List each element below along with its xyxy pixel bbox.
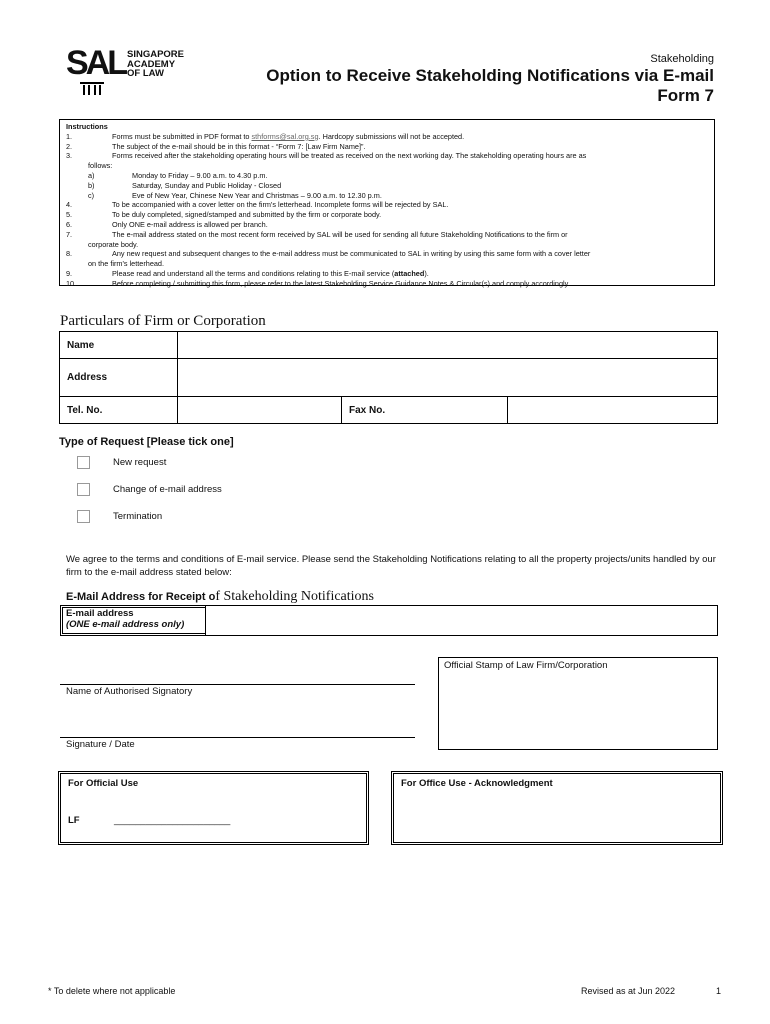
fax-field[interactable]: [508, 397, 718, 424]
email-label: E-mail address (ONE e-mail address only): [60, 605, 206, 636]
instruction-item: 4. To be accompanied with a cover letter on the firm's letterhead. Incomplete forms will be rejected by SAL.: [66, 200, 449, 210]
agreement-text: We agree to the terms and conditions of E-mail service. Please send the Stakeholding Notifications relating to all the property projects/units handled by our firm to the e-mail address stated below:: [66, 554, 716, 578]
particulars-title: Particulars of Firm or Corporation: [60, 313, 266, 329]
address-label: Address: [60, 359, 178, 397]
signature-line[interactable]: [60, 737, 415, 738]
new-request-checkbox[interactable]: [77, 456, 90, 469]
office-use-box: [391, 771, 723, 845]
instruction-item: 8. Any new request and subsequent changes to the e-mail address must be communicated to SAL in writing by using this same form with a cover letter: [66, 249, 591, 259]
termination-label: Termination: [113, 511, 163, 522]
footer-note: * To delete where not applicable: [48, 986, 176, 996]
address-field[interactable]: [178, 359, 718, 397]
lf-label: LF: [68, 815, 80, 826]
instruction-item: 9. Please read and understand all the terms and conditions relating to this E-mail service (attached).: [66, 268, 429, 278]
request-type-title: Type of Request [Please tick one]: [59, 436, 234, 448]
sal-logo-text: SINGAPORE ACADEMY OF LAW: [127, 49, 185, 79]
instruction-item: 2. The subject of the e-mail should be in this format - “Form 7: [Law Firm Name]”.: [66, 141, 366, 151]
particulars-table: [59, 331, 718, 424]
instruction-subitem: b) Saturday, Sunday and Public Holiday - Closed: [88, 180, 282, 190]
instruction-item: 5. To be duly completed, signed/stamped and submitted by the firm or corporate body.: [66, 210, 382, 220]
email-link[interactable]: sthforms@sal.org.sg: [251, 131, 319, 141]
name-field[interactable]: [178, 332, 718, 359]
official-stamp-box[interactable]: [438, 657, 718, 750]
termination-checkbox[interactable]: [77, 510, 90, 523]
office-use-title: For Office Use - Acknowledgment: [401, 778, 553, 789]
change-email-checkbox[interactable]: [77, 483, 90, 496]
signatory-name-line[interactable]: [60, 684, 415, 685]
pillars-icon: [80, 82, 104, 96]
revised-date: Revised as at Jun 2022: [581, 986, 676, 996]
instructions-box: Instructions 1. Forms must be submitted in PDF format to sthforms@sal.org.sg. Hardcopy submissions will not be accepted. 2. The subject of the e-mail should be in this format - “Form 7: [Law Firm Name]”. 3. Forms received after the stakeholding operating hours will be treated as received on the next working day. The stakeholding operating hours are as follows: a) Monday to Friday – 9.00 a.m. to 4.30 p.m. b) Saturday, Sunday and Public Holiday - Closed c) Eve of New Year, Chinese New Year and Christmas – 9.00 a.m. to 12.30 p.m. 4. To be accompanied with a cover letter on the firm's letterhead. Incomplete forms will be rejected by SAL. 5. To be duly completed, signed/stamped and submitted by the firm or corporate body. 6. Only ONE e-mail address is allowed per branch. 7. The e-mail address stated on the most recent form received by SAL will be used for sending all future Stakeholding Notifications to the firm or corporate body. 8. Any new request and subsequent changes to the e-mail address must be communicated to SAL in writing by using this same form with a cover letter on the firm's letterhead. 9. Please read and understand all the terms and conditions relating to this E-mail service (attached). 10. Before completing / submitting this form, please refer to the latest Stakeholding Service Guidance Notes & Circular(s) and comply accordingly.: [59, 119, 715, 286]
new-request-label: New request: [113, 457, 167, 468]
name-label: Name: [60, 332, 178, 359]
signatory-name-label: Name of Authorised Signatory: [66, 686, 193, 697]
lf-line: ______________________: [114, 815, 231, 826]
tel-field[interactable]: [178, 397, 342, 424]
instruction-item: 1. Forms must be submitted in PDF format to sthforms@sal.org.sg. Hardcopy submissions will not be accepted.: [66, 131, 465, 141]
tel-label: Tel. No.: [60, 397, 178, 424]
instruction-item: 10. Before completing / submitting this form, please refer to the latest Stakeholding Service Guidance Notes & Circular(s) and comply accordingly.: [66, 278, 570, 288]
page-number: 1: [716, 986, 722, 996]
form-title: Option to Receive Stakeholding Notifications via E-mail Form 7: [266, 66, 714, 105]
form-category: Stakeholding: [650, 53, 714, 65]
instruction-item: 6. Only ONE e-mail address is allowed per branch.: [66, 219, 268, 229]
sal-logo-abbr: SAL: [66, 44, 125, 82]
email-section-title: E-Mail Address for Receipt of Stakeholding Notifications: [66, 589, 374, 604]
instructions-heading: Instructions: [66, 122, 108, 131]
instruction-subitem: a) Monday to Friday – 9.00 a.m. to 4.30 p.m.: [88, 170, 268, 180]
official-use-box: [58, 771, 369, 845]
signature-date-label: Signature / Date: [66, 739, 135, 750]
fax-label: Fax No.: [342, 397, 508, 424]
official-use-title: For Official Use: [68, 778, 139, 789]
change-email-label: Change of e-mail address: [113, 484, 222, 495]
instruction-item: 7. The e-mail address stated on the most recent form received by SAL will be used for sending all future Stakeholding Notifications to the firm or: [66, 229, 568, 239]
official-stamp-label: Official Stamp of Law Firm/Corporation: [444, 660, 608, 671]
instruction-subitem: c) Eve of New Year, Chinese New Year and Christmas – 9.00 a.m. to 12.30 p.m.: [88, 190, 382, 200]
instruction-item: 3. Forms received after the stakeholding operating hours will be treated as received on the next working day. The stakeholding operating hours are as: [66, 151, 587, 161]
